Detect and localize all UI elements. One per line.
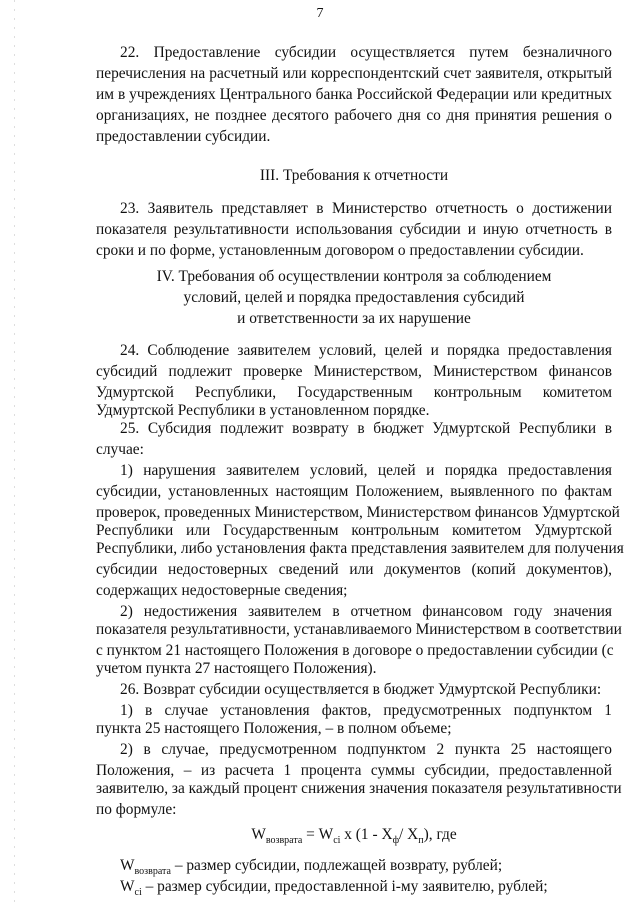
p22-line-5: предоставлении субсидии. — [96, 128, 271, 145]
p26-1-line-2: пункта 25 настоящего Положения, – в полном объеме; — [96, 720, 452, 737]
p26-2-line-2: Положения, – из расчета 1 процента суммы субсидии, предоставленной — [96, 762, 612, 779]
p24-line-2: субсидий подлежит проверке Министерством, Министерством финансов — [96, 363, 612, 380]
p25-2-line-4: учетом пункта 27 настоящего Положения). — [96, 660, 377, 677]
p25-1-line-3: проверок, проведенных Министерством, Министерством финансов Удмуртской — [96, 504, 620, 521]
p25-2-line-2: показателя результативности, устанавливаемого Министерством в соответствии — [96, 621, 622, 638]
formula-w: W — [251, 826, 266, 843]
p25-1-line-5: Республики, либо установления факта представления заявителем для получения — [96, 540, 624, 557]
p26-2-line-4: по формуле: — [96, 801, 177, 818]
p26-2-line-3: заявителю, за каждый процент снижения значения показателя результативности — [96, 780, 622, 797]
section-3-title: III. Требования к отчетности — [259, 167, 449, 184]
formula-mid: x (1 - X — [340, 826, 393, 843]
def2-w: W — [120, 878, 135, 895]
p25-2-line-3: с пунктом 21 настоящего Положения в договоре о предоставлении субсидии (с — [96, 642, 614, 659]
p22-line-1: 22. Предоставление субсидии осуществляется путем безналичного — [120, 44, 612, 61]
formula-eq: = W — [302, 826, 334, 843]
p26-line-1: 26. Возврат субсидии осуществляется в бюджет Удмуртской Республики: — [120, 681, 602, 698]
p25-line-1: 25. Субсидия подлежит возврату в бюджет Удмуртской Республики в — [120, 420, 612, 437]
def1-text: – размер субсидии, подлежащей возврату, рублей; — [170, 857, 503, 874]
p23-line-3: сроки и по форме, установленным договором о предоставлении субсидии. — [96, 242, 584, 259]
page-number: 7 — [316, 6, 324, 21]
p26-1-line-1: 1) в случае установления фактов, предусмотренных подпунктом 1 — [120, 702, 612, 719]
p25-line-2: случае: — [96, 441, 144, 458]
p23-line-1: 23. Заявитель представляет в Министерство отчетность о достижении — [120, 200, 612, 217]
formula-sub-f: ф — [392, 835, 400, 847]
p24-line-4: Удмуртской Республики в установленном порядке. — [96, 402, 430, 419]
p23-line-2: показателя результативности использования субсидии и иную отчетность в — [96, 221, 612, 238]
def2-text: – размер субсидии, предоставленной i-му заявителю, рублей; — [141, 878, 548, 895]
formula-sub-p: п — [418, 835, 424, 847]
p25-1-line-6: субсидии недостоверных сведений или документов (копий документов), — [96, 561, 612, 578]
section-4-title-line-1: IV. Требования об осуществлении контроля за соблюдением — [156, 268, 552, 285]
section-4-title-line-3: и ответственности за их нарушение — [237, 310, 471, 327]
p25-2-line-1: 2) недостижения заявителем в отчетном финансовом году значения — [120, 603, 612, 620]
p25-1-line-4: Республики или Государственным контрольным комитетом Удмуртской — [96, 522, 612, 539]
def1-sub: возврата — [134, 866, 171, 878]
formula-sub-ci: ci — [333, 835, 341, 847]
p25-1-line-2: субсидии, установленных настоящим Положением, выявленного по фактам — [96, 483, 612, 500]
p25-1-line-1: 1) нарушения заявителем условий, целей и порядка предоставления — [120, 462, 612, 479]
p25-1-line-7: содержащих недостоверные сведения; — [96, 582, 348, 599]
section-4-title-line-2: условий, целей и порядка предоставления субсидий — [183, 289, 525, 306]
p24-line-3: Удмуртской Республики, Государственным контрольным комитетом — [96, 384, 612, 401]
p22-line-2: перечисления на расчетный или корреспондентский счет заявителя, открытый — [96, 65, 612, 82]
formula-sub-return: возврата — [265, 835, 303, 847]
p24-line-1: 24. Соблюдение заявителем условий, целей и порядка предоставления — [120, 342, 612, 359]
formula-end: ), где — [423, 826, 457, 843]
def2-sub: ci — [134, 887, 142, 899]
def1-w: W — [120, 857, 135, 874]
p22-line-4: организациях, не позднее десятого рабочего дня со дня принятия решения о — [96, 107, 612, 124]
p22-line-3: им в учреждениях Центрального банка Российской Федерации или кредитных — [96, 86, 612, 103]
formula-slash: / X — [399, 826, 419, 843]
scan-edge-mark — [14, 0, 15, 905]
p26-2-line-1: 2) в случае, предусмотренном подпунктом 2 пункта 25 настоящего — [120, 741, 612, 758]
